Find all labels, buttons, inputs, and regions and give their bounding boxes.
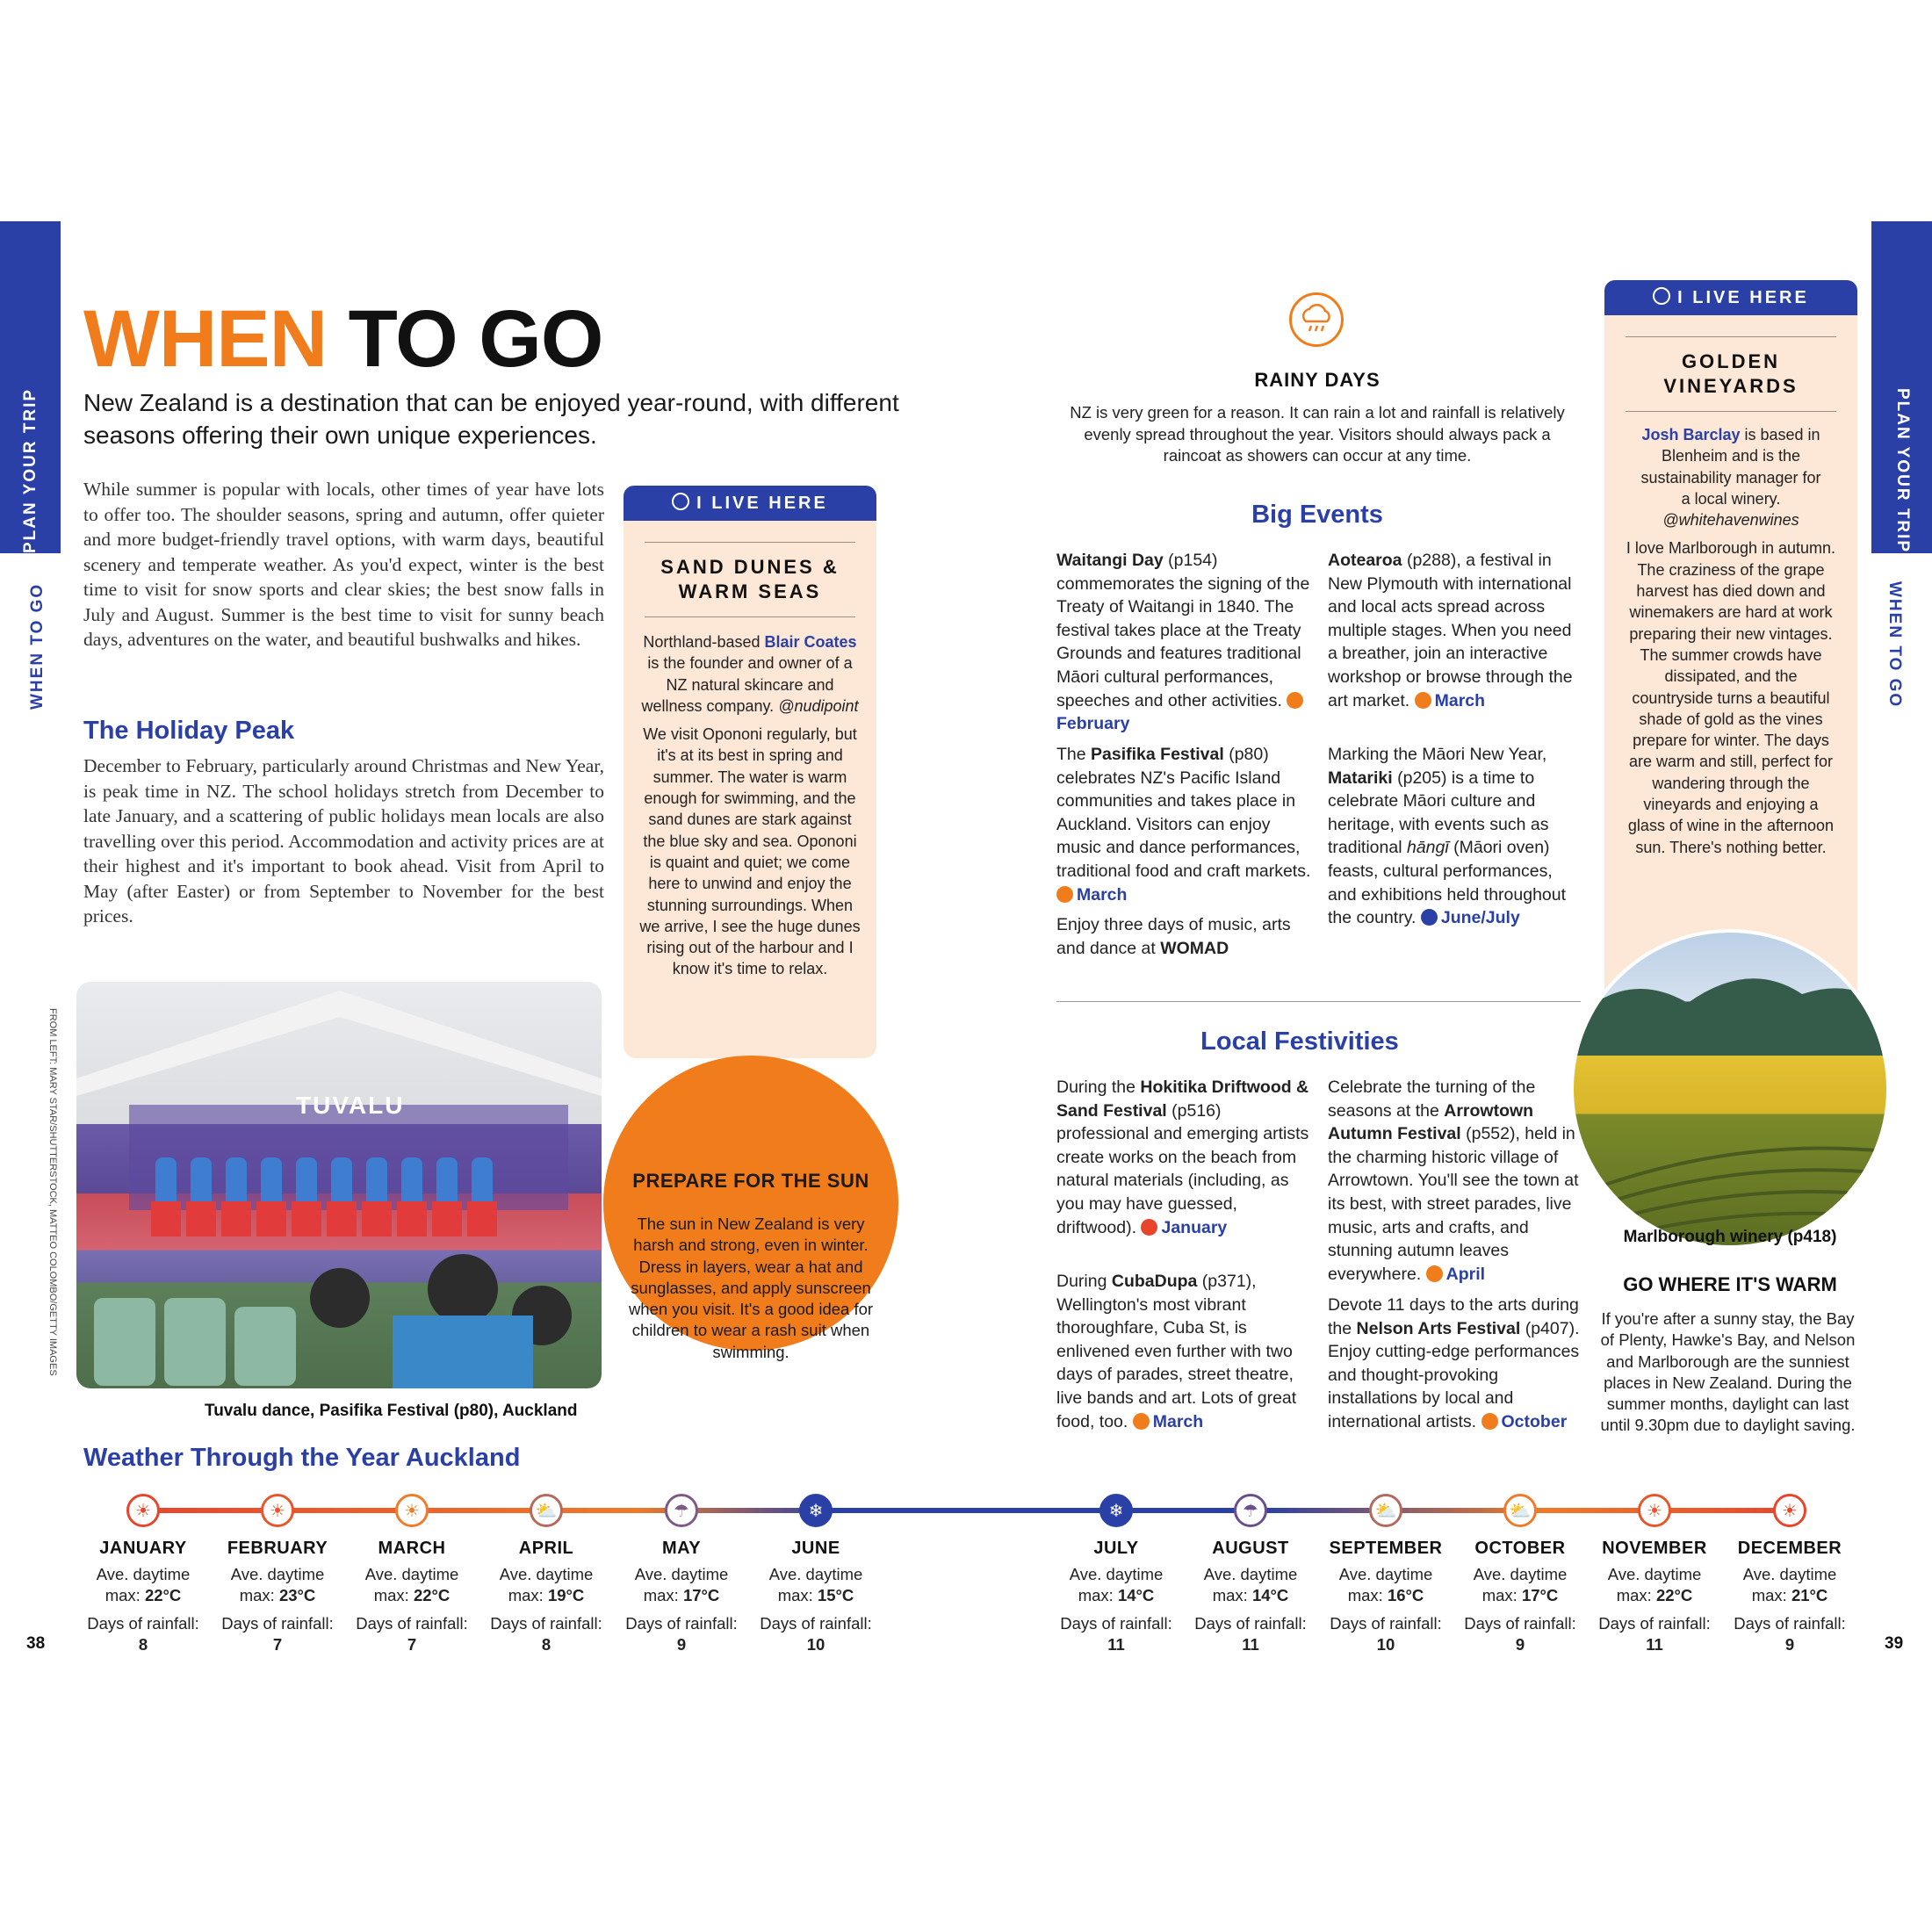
location-pin-icon [672, 493, 689, 510]
temp-label: Ave. daytime [230, 1565, 325, 1583]
big-events-heading: Big Events [1251, 501, 1383, 529]
weather-month-july [1050, 1539, 1182, 1655]
temp-value-line: max: 22°C [373, 1586, 451, 1604]
marlborough-winery-photo [1570, 929, 1890, 1249]
rain-label: Days of rainfall: [490, 1614, 602, 1633]
live-here-intro: Northland-based Blair Coates is the founder and owner of a NZ natural skincare and wellness company. @nudipoint [641, 633, 859, 715]
month-name: MAY [661, 1539, 702, 1558]
cloudy-sun-icon [1481, 1413, 1498, 1430]
pasifika-festival-photo [76, 982, 602, 1388]
sun-icon [1133, 1413, 1150, 1430]
weather-month-december [1724, 1539, 1856, 1655]
month-name: FEBRUARY [227, 1539, 328, 1558]
temp-value-line: max: 14°C [1078, 1586, 1155, 1604]
temp-label: Ave. daytime [1069, 1565, 1164, 1583]
vineyard-illustration [1574, 933, 1890, 1249]
temp-value-line: max: 22°C [105, 1586, 182, 1604]
month-name: OCTOBER [1474, 1539, 1566, 1558]
sun-icon [1141, 1219, 1157, 1236]
intro-text: New Zealand is a destination that can be enjoyed year-round, with different seasons offering their own unique experiences. [83, 389, 899, 449]
temp-label: Ave. daytime [1473, 1565, 1568, 1583]
temp-value-line: max: 16°C [1347, 1586, 1424, 1604]
temp-value-line: max: 17°C [1481, 1586, 1559, 1604]
page-number-right: 39 [1885, 1634, 1904, 1653]
festival-nelson: Devote 11 days to the arts during the Nelson Arts Festival (p407). Enjoy cutting-edge performances and thought-provoking installations by local and international artists. October [1328, 1295, 1580, 1431]
month-name: NOVEMBER [1602, 1539, 1707, 1558]
rain-value: 11 [1646, 1635, 1663, 1654]
rain-value: 8 [138, 1635, 148, 1654]
intro-paragraph: While summer is popular with locals, other times of year have lots to offer too. The shoulder seasons, spring and autumn, offer quieter and more budget-friendly travel options, with warm days, beautiful scenery and temperate weather. As you'd expect, winter is the best time to visit for snow sports and clear skies; the best snow falls in July and August. Summer is the best time to visit for sunny beach days, adventures on the water, and beautiful bushwalks and hikes. [83, 479, 604, 650]
temp-label: Ave. daytime [1203, 1565, 1298, 1583]
left-tab-when: WHEN TO GO [28, 582, 47, 710]
page-title [83, 294, 603, 384]
rain-value: 11 [1242, 1635, 1259, 1654]
live-here-title: GOLDEN VINEYARDS [1663, 350, 1799, 397]
live-here-title: SAND DUNES & WARM SEAS [660, 556, 840, 602]
live-here-box-dunes [624, 486, 876, 1058]
divider [645, 542, 855, 543]
temp-label: Ave. daytime [1338, 1565, 1433, 1583]
temp-value-line: max: 22°C [1616, 1586, 1693, 1604]
weather-month-january [77, 1539, 209, 1655]
rain-label: Days of rainfall: [87, 1614, 199, 1633]
temp-value-line: max: 14°C [1212, 1586, 1289, 1604]
festival-hokitika: During the Hokitika Driftwood & Sand Festival (p516) professional and emerging artists create works on the beach from natural materials (including, as you may have guessed, driftwood). January [1056, 1078, 1309, 1237]
event-womad: Enjoy three days of music, arts and dance at WOMAD [1056, 915, 1291, 958]
rain-value: 8 [541, 1635, 551, 1654]
event-aotearoa: Aotearoa (p288), a festival in New Plymouth with international and local acts spread across multiple stages. When you need a breather, join an interactive workshop or browse through the art market. March [1328, 551, 1573, 710]
weather-month-august [1185, 1539, 1316, 1655]
local-festivities-heading: Local Festivities [1200, 1027, 1399, 1056]
rain-value: 7 [272, 1635, 283, 1654]
location-pin-icon [1653, 287, 1670, 305]
snowflake-icon: ❄ [799, 1494, 833, 1527]
live-here-header: I LIVE HERE [1604, 280, 1857, 315]
weather-month-march [346, 1539, 478, 1655]
temp-label: Ave. daytime [768, 1565, 863, 1583]
live-here-header: I LIVE HERE [624, 486, 876, 521]
weather-month-may [616, 1539, 747, 1655]
rain-value: 10 [1376, 1635, 1395, 1654]
warm-title: GO WHERE IT'S WARM [1623, 1273, 1837, 1295]
sun-icon [1415, 692, 1431, 709]
month-name: JUNE [791, 1539, 840, 1558]
sun-icon [1287, 692, 1303, 709]
prepare-text: The sun in New Zealand is very harsh and strong, even in winter. Dress in layers, wear a hat and sunglasses, and apply sunscreen when you visit. It's a good idea for children to wear a rash suit when swimming. [628, 1215, 874, 1361]
month-name: APRIL [518, 1539, 574, 1558]
rain-label: Days of rainfall: [760, 1614, 872, 1633]
right-tab-plan: PLAN YOUR TRIP [1893, 388, 1912, 554]
month-name: AUGUST [1212, 1539, 1289, 1558]
divider [645, 616, 855, 617]
sun-icon [1056, 886, 1073, 903]
cloudy-sun-icon: ⛅ [530, 1494, 563, 1527]
rain-label: Days of rainfall: [1060, 1614, 1172, 1633]
left-tab-plan: PLAN YOUR TRIP [21, 387, 40, 553]
sun-icon: ☀ [126, 1494, 160, 1527]
sun-icon: ☀ [1773, 1494, 1806, 1527]
rain-label: Days of rainfall: [1194, 1614, 1307, 1633]
live-here-box-vineyards [1604, 280, 1857, 1009]
weather-month-february [212, 1539, 343, 1655]
rain-cloud-icon: ☂ [665, 1494, 698, 1527]
month-name: JANUARY [99, 1539, 187, 1558]
title-when: WHEN [83, 294, 328, 384]
prepare-title: PREPARE FOR THE SUN [632, 1170, 869, 1192]
divider [1626, 336, 1836, 337]
snowflake-icon: ❄ [1099, 1494, 1133, 1527]
holiday-paragraph: December to February, particularly around Christmas and New Year, is peak time in NZ. The school holidays stretch from December to late January, and a scattering of public holidays mean locals are also travelling over this period. Accommodation and activity prices are at their highest and it's important to book ahead. Visit from April to May (after Easter) or from September to November for the best prices. [83, 755, 604, 926]
rain-value: 9 [1515, 1635, 1525, 1654]
warm-text: If you're after a sunny stay, the Bay of Plenty, Hawke's Bay, and Nelson and Marlborough are the sunniest places in New Zealand. During the summer months, daylight can last until 9.30pm due to daylight saving. [1600, 1309, 1856, 1435]
page-number-left: 38 [26, 1634, 46, 1653]
rain-label: Days of rainfall: [625, 1614, 738, 1633]
photo-credit: FROM LEFT: MARY STAR/SHUTTERSTOCK, MATTEO COLOMBO/GETTY IMAGES [47, 1008, 58, 1376]
temp-value-line: max: 15°C [777, 1586, 854, 1604]
weather-month-november [1589, 1539, 1720, 1655]
cloudy-sun-icon: ⛅ [1503, 1494, 1537, 1527]
temp-label: Ave. daytime [1742, 1565, 1837, 1583]
rain-value: 7 [407, 1635, 417, 1654]
rain-label: Days of rainfall: [221, 1614, 334, 1633]
weather-month-september [1320, 1539, 1452, 1655]
photo-caption-tuvalu: Tuvalu dance, Pasifika Festival (p80), Auckland [205, 1402, 578, 1420]
month-name: SEPTEMBER [1329, 1539, 1443, 1558]
rain-label: Days of rainfall: [356, 1614, 468, 1633]
sun-icon: ☀ [1638, 1494, 1671, 1527]
event-waitangi: Waitangi Day (p154) commemorates the signing of the Treaty of Waitangi in 1840. The festival takes place at the Treaty Grounds and features traditional Māori cultural performances, speeches and other activities. February [1056, 551, 1310, 734]
festival-cubadupa: During CubaDupa (p371), Wellington's most vibrant thoroughfare, Cuba St, is enlivened even further with two days of parades, street theatre, live bands and art. Lots of great food, too. March [1056, 1272, 1297, 1431]
temp-label: Ave. daytime [364, 1565, 459, 1583]
right-tab-when: WHEN TO GO [1885, 581, 1904, 709]
rain-value: 9 [1784, 1635, 1795, 1654]
rain-label: Days of rainfall: [1598, 1614, 1711, 1633]
rain-label: Days of rainfall: [1330, 1614, 1442, 1633]
live-here-quote: We visit Opononi regularly, but it's at its best in spring and summer. The water is warm enough for swimming, and the sand dunes are stark against the blue sky and sea. Opononi is quaint and quiet; we come here to unwind and enjoy the stunning surroundings. When we arrive, I see the huge dunes rising out of the harbour and I know it's time to relax. [639, 725, 861, 978]
temp-value-line: max: 17°C [643, 1586, 720, 1604]
month-name: DECEMBER [1737, 1539, 1842, 1558]
temp-value-line: max: 21°C [1751, 1586, 1828, 1604]
rain-value: 11 [1107, 1635, 1125, 1654]
weather-month-june [750, 1539, 882, 1655]
snowflake-icon [1421, 909, 1438, 926]
divider [1626, 411, 1836, 412]
photo-caption-marlborough: Marlborough winery (p418) [1623, 1228, 1837, 1246]
event-matariki: Marking the Māori New Year, Matariki (p205) is a time to celebrate Māori culture and heritage, with events such as traditional hāngī (Māori oven) feasts, cultural performances, and exhibitions held throughout the country. June/July [1328, 745, 1567, 928]
rain-cloud-icon [1289, 292, 1344, 347]
title-to-go: TO GO [348, 294, 603, 384]
weather-heading: Weather Through the Year Auckland [83, 1444, 521, 1472]
stage-banner: TUVALU [296, 1092, 405, 1119]
weather-month-october [1454, 1539, 1586, 1655]
weather-month-april [480, 1539, 612, 1655]
sun-icon: ☀ [261, 1494, 294, 1527]
rain-value: 10 [806, 1635, 825, 1654]
live-here-intro: Josh Barclay is based in Blenheim and is the sustainability manager for a local winery. @whitehavenwines [1640, 426, 1821, 530]
section-divider [1056, 1001, 1581, 1002]
temp-label: Ave. daytime [1607, 1565, 1702, 1583]
sun-icon: ☀ [395, 1494, 429, 1527]
cloudy-sun-icon: ⛅ [1369, 1494, 1402, 1527]
tent-illustration [76, 982, 602, 1388]
month-name: MARCH [378, 1539, 446, 1558]
rainy-title: RAINY DAYS [1254, 369, 1381, 391]
holiday-heading: The Holiday Peak [83, 717, 295, 745]
event-pasifika: The Pasifika Festival (p80) celebrates NZ's Pacific Island communities and takes place in Auckland. Visitors can enjoy music and dance performances, traditional food and craft markets. March [1056, 745, 1311, 905]
temp-label: Ave. daytime [499, 1565, 594, 1583]
cloudy-sun-icon [1426, 1265, 1443, 1282]
temp-value-line: max: 23°C [239, 1586, 316, 1604]
prepare-for-sun-circle [603, 1056, 898, 1361]
temp-label: Ave. daytime [634, 1565, 729, 1583]
rain-cloud-icon: ☂ [1234, 1494, 1267, 1527]
temp-value-line: max: 19°C [508, 1586, 585, 1604]
live-here-quote: I love Marlborough in autumn. The craziness of the grape harvest has died down and winemakers are hard at work preparing their new vintages. The summer crowds have dissipated, and the countryside turns a beautiful shade of gold as the vines prepare for winter. The days are warm and still, perfect for wandering through the vineyards and enjoying a glass of wine in the afternoon sun. There's nothing better. [1626, 539, 1836, 856]
rain-value: 9 [676, 1635, 687, 1654]
temp-label: Ave. daytime [96, 1565, 191, 1583]
month-name: JULY [1093, 1539, 1139, 1558]
rain-label: Days of rainfall: [1464, 1614, 1576, 1633]
festival-arrowtown: Celebrate the turning of the seasons at the Arrowtown Autumn Festival (p552), held in the charming historic village of Arrowtown. You'll see the town at its best, with street parades, live music, arts and crafts, and stunning autumn leaves everywhere. April [1328, 1078, 1579, 1284]
rainy-text: NZ is very green for a reason. It can rain a lot and rainfall is relatively evenly spread throughout the year. Visitors should always pack a raincoat as showers can occur at any time. [1070, 403, 1565, 465]
rain-label: Days of rainfall: [1734, 1614, 1846, 1633]
